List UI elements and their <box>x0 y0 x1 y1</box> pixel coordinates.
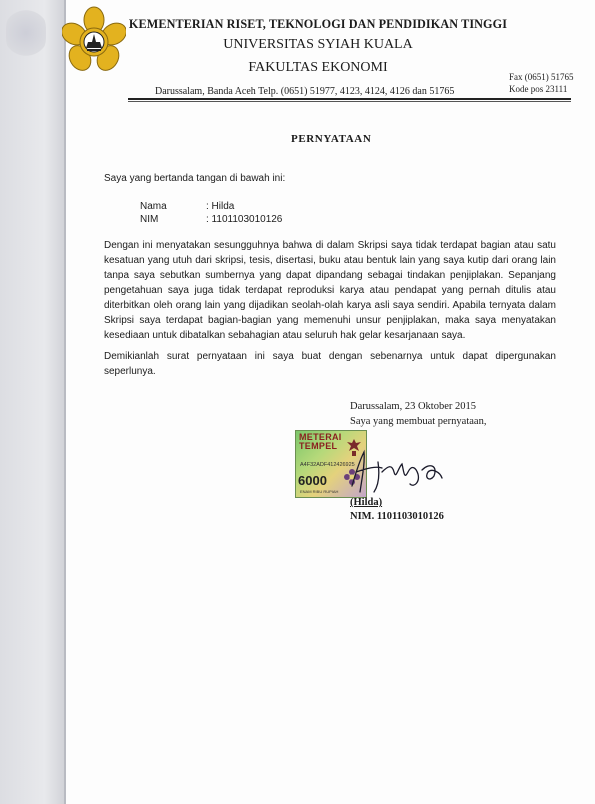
ghost-logo <box>6 8 46 58</box>
field-label-name: Nama <box>140 201 167 212</box>
signature-role: Saya yang membuat pernyataan, <box>350 416 487 427</box>
letterhead-rule <box>128 98 571 100</box>
university-name: UNIVERSITAS SYIAH KUALA <box>223 37 413 52</box>
university-crest-icon <box>62 6 126 78</box>
postal-code: Kode pos 23111 <box>509 84 568 94</box>
stamp-subtitle: TEMPEL <box>299 441 338 451</box>
letterhead-rule-thin <box>128 101 571 102</box>
signatory-name: (Hilda) <box>350 497 383 508</box>
intro-line: Saya yang bertanda tangan di bawah ini: <box>104 173 286 184</box>
previous-page-edge <box>0 0 64 804</box>
faculty-name: FAKULTAS EKONOMI <box>248 60 388 75</box>
signature-place-date: Darussalam, 23 Oktober 2015 <box>350 401 476 412</box>
address-line: Darussalam, Banda Aceh Telp. (0651) 51977, 4123, 4124, 4126 dan 51765 <box>155 86 455 97</box>
signatory-nim: NIM. 1101103010126 <box>350 511 444 522</box>
document-title: PERNYATAAN <box>291 133 372 145</box>
document-page <box>66 0 595 804</box>
stamp-title: METERAI <box>299 432 342 442</box>
stamp-serial: A4F32ADF412426925 <box>300 462 355 468</box>
fax-number: Fax (0651) 51765 <box>509 72 574 82</box>
field-label-nim: NIM <box>140 214 159 225</box>
statement-paragraph: Dengan ini menyatakan sesungguhnya bahwa di dalam Skripsi saya tidak terdapat bagian atau satu kesatuan yang utuh dari skripsi, tesis, disertasi, buku atau bentuk lain yang saya kutip dari orang lain tanpa saya sebutkan sumbernya yang dapat dipandang sebagai tindakan penjiplakan. Sepanjang pengetahuan saya juga tidak terdapat reproduksi karya atau pendapat yang pernah ditulis atau diterbitkan oleh orang lain yang dijadikan seolah-olah karya asli saya sendiri. Apabila ternyata dalam Skripsi saya terdapat bagian-bagian yang memenuhi unsur penjiplakan, maka saya menyatakan kesediaan untuk dibatalkan sebahagian atau seluruh hak gelar kesarjanaan saya. <box>104 240 556 341</box>
closing-paragraph: Demikianlah surat pernyataan ini saya buat dengan sebenarnya untuk dapat dipergunakan seperlunya. <box>104 351 556 377</box>
field-value-nim: : 1101103010126 <box>206 214 283 225</box>
handwritten-signature <box>338 442 448 498</box>
stamp-amount-words: ENAM RIBU RUPIAH <box>300 489 339 494</box>
stamp-amount: 6000 <box>298 473 327 488</box>
ministry-name: KEMENTERIAN RISET, TEKNOLOGI DAN PENDIDIKAN TINGGI <box>128 17 508 31</box>
field-value-name: : Hilda <box>206 201 235 212</box>
